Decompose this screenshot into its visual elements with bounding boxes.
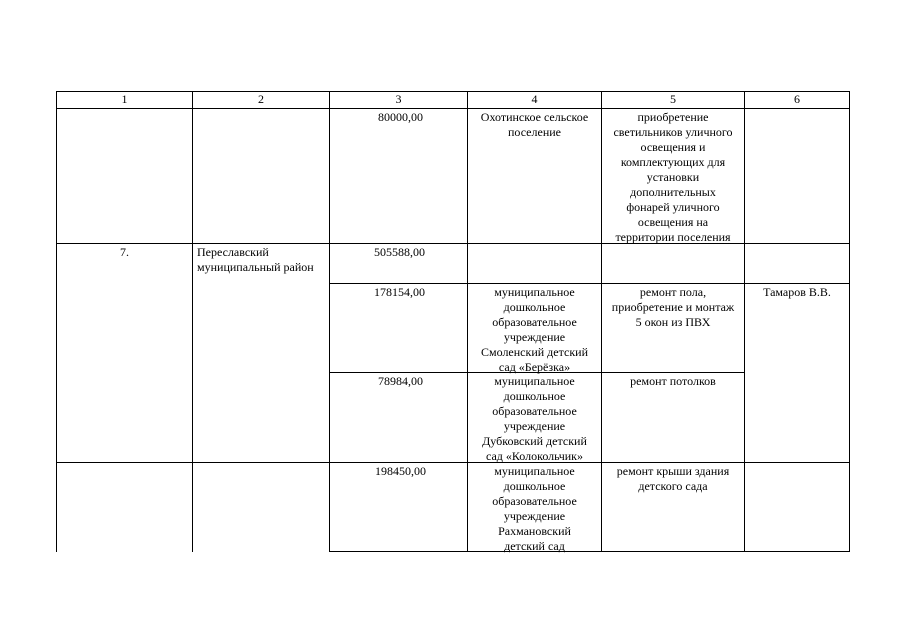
district-cell: Переславский муниципальный район (197, 245, 314, 274)
item-number-cell: 7. (120, 245, 129, 259)
recipient-cell: Охотинское сельское поселение (480, 110, 589, 139)
header-cell-4: 4 (531, 92, 538, 106)
amount-cell: 80000,00 (378, 110, 423, 124)
purpose-cell: ремонт пола, приобретение и монтаж 5 окон из ПВХ (611, 285, 735, 329)
recipient-cell: муниципальное дошкольное образовательное учреждение Смоленский детский сад «Берёзка» (481, 285, 588, 374)
purpose-cell: ремонт потолков (630, 374, 716, 388)
amount-cell: 198450,00 (375, 464, 426, 478)
header-cell-3: 3 (395, 92, 402, 106)
grid-line (329, 91, 330, 552)
responsible-cell: Тамаров В.В. (763, 285, 831, 299)
purpose-cell: приобретение светильников уличного освещения и комплектующих для установки дополнительных фонарей уличного освещения на территории поселения (613, 110, 733, 244)
purpose-cell: ремонт крыши здания детского сада (616, 464, 730, 493)
header-cell-2: 2 (258, 92, 264, 106)
recipient-cell: муниципальное дошкольное образовательное учреждение Рахмановский детский сад (492, 464, 577, 553)
grid-line (192, 91, 193, 552)
amount-cell: 178154,00 (374, 285, 425, 299)
grid-line (849, 91, 850, 552)
header-cell-1: 1 (121, 92, 128, 106)
grid-line (56, 91, 57, 552)
header-cell-5: 5 (670, 92, 676, 106)
recipient-cell: муниципальное дошкольное образовательное учреждение Дубковский детский сад «Колокольчик» (482, 374, 587, 463)
grid-line (744, 91, 745, 552)
header-cell-6: 6 (794, 92, 800, 106)
amount-cell: 505588,00 (374, 245, 425, 259)
amount-cell: 78984,00 (378, 374, 423, 388)
grid-line (56, 462, 849, 463)
grid-line (56, 108, 849, 109)
grid-line (329, 283, 849, 284)
